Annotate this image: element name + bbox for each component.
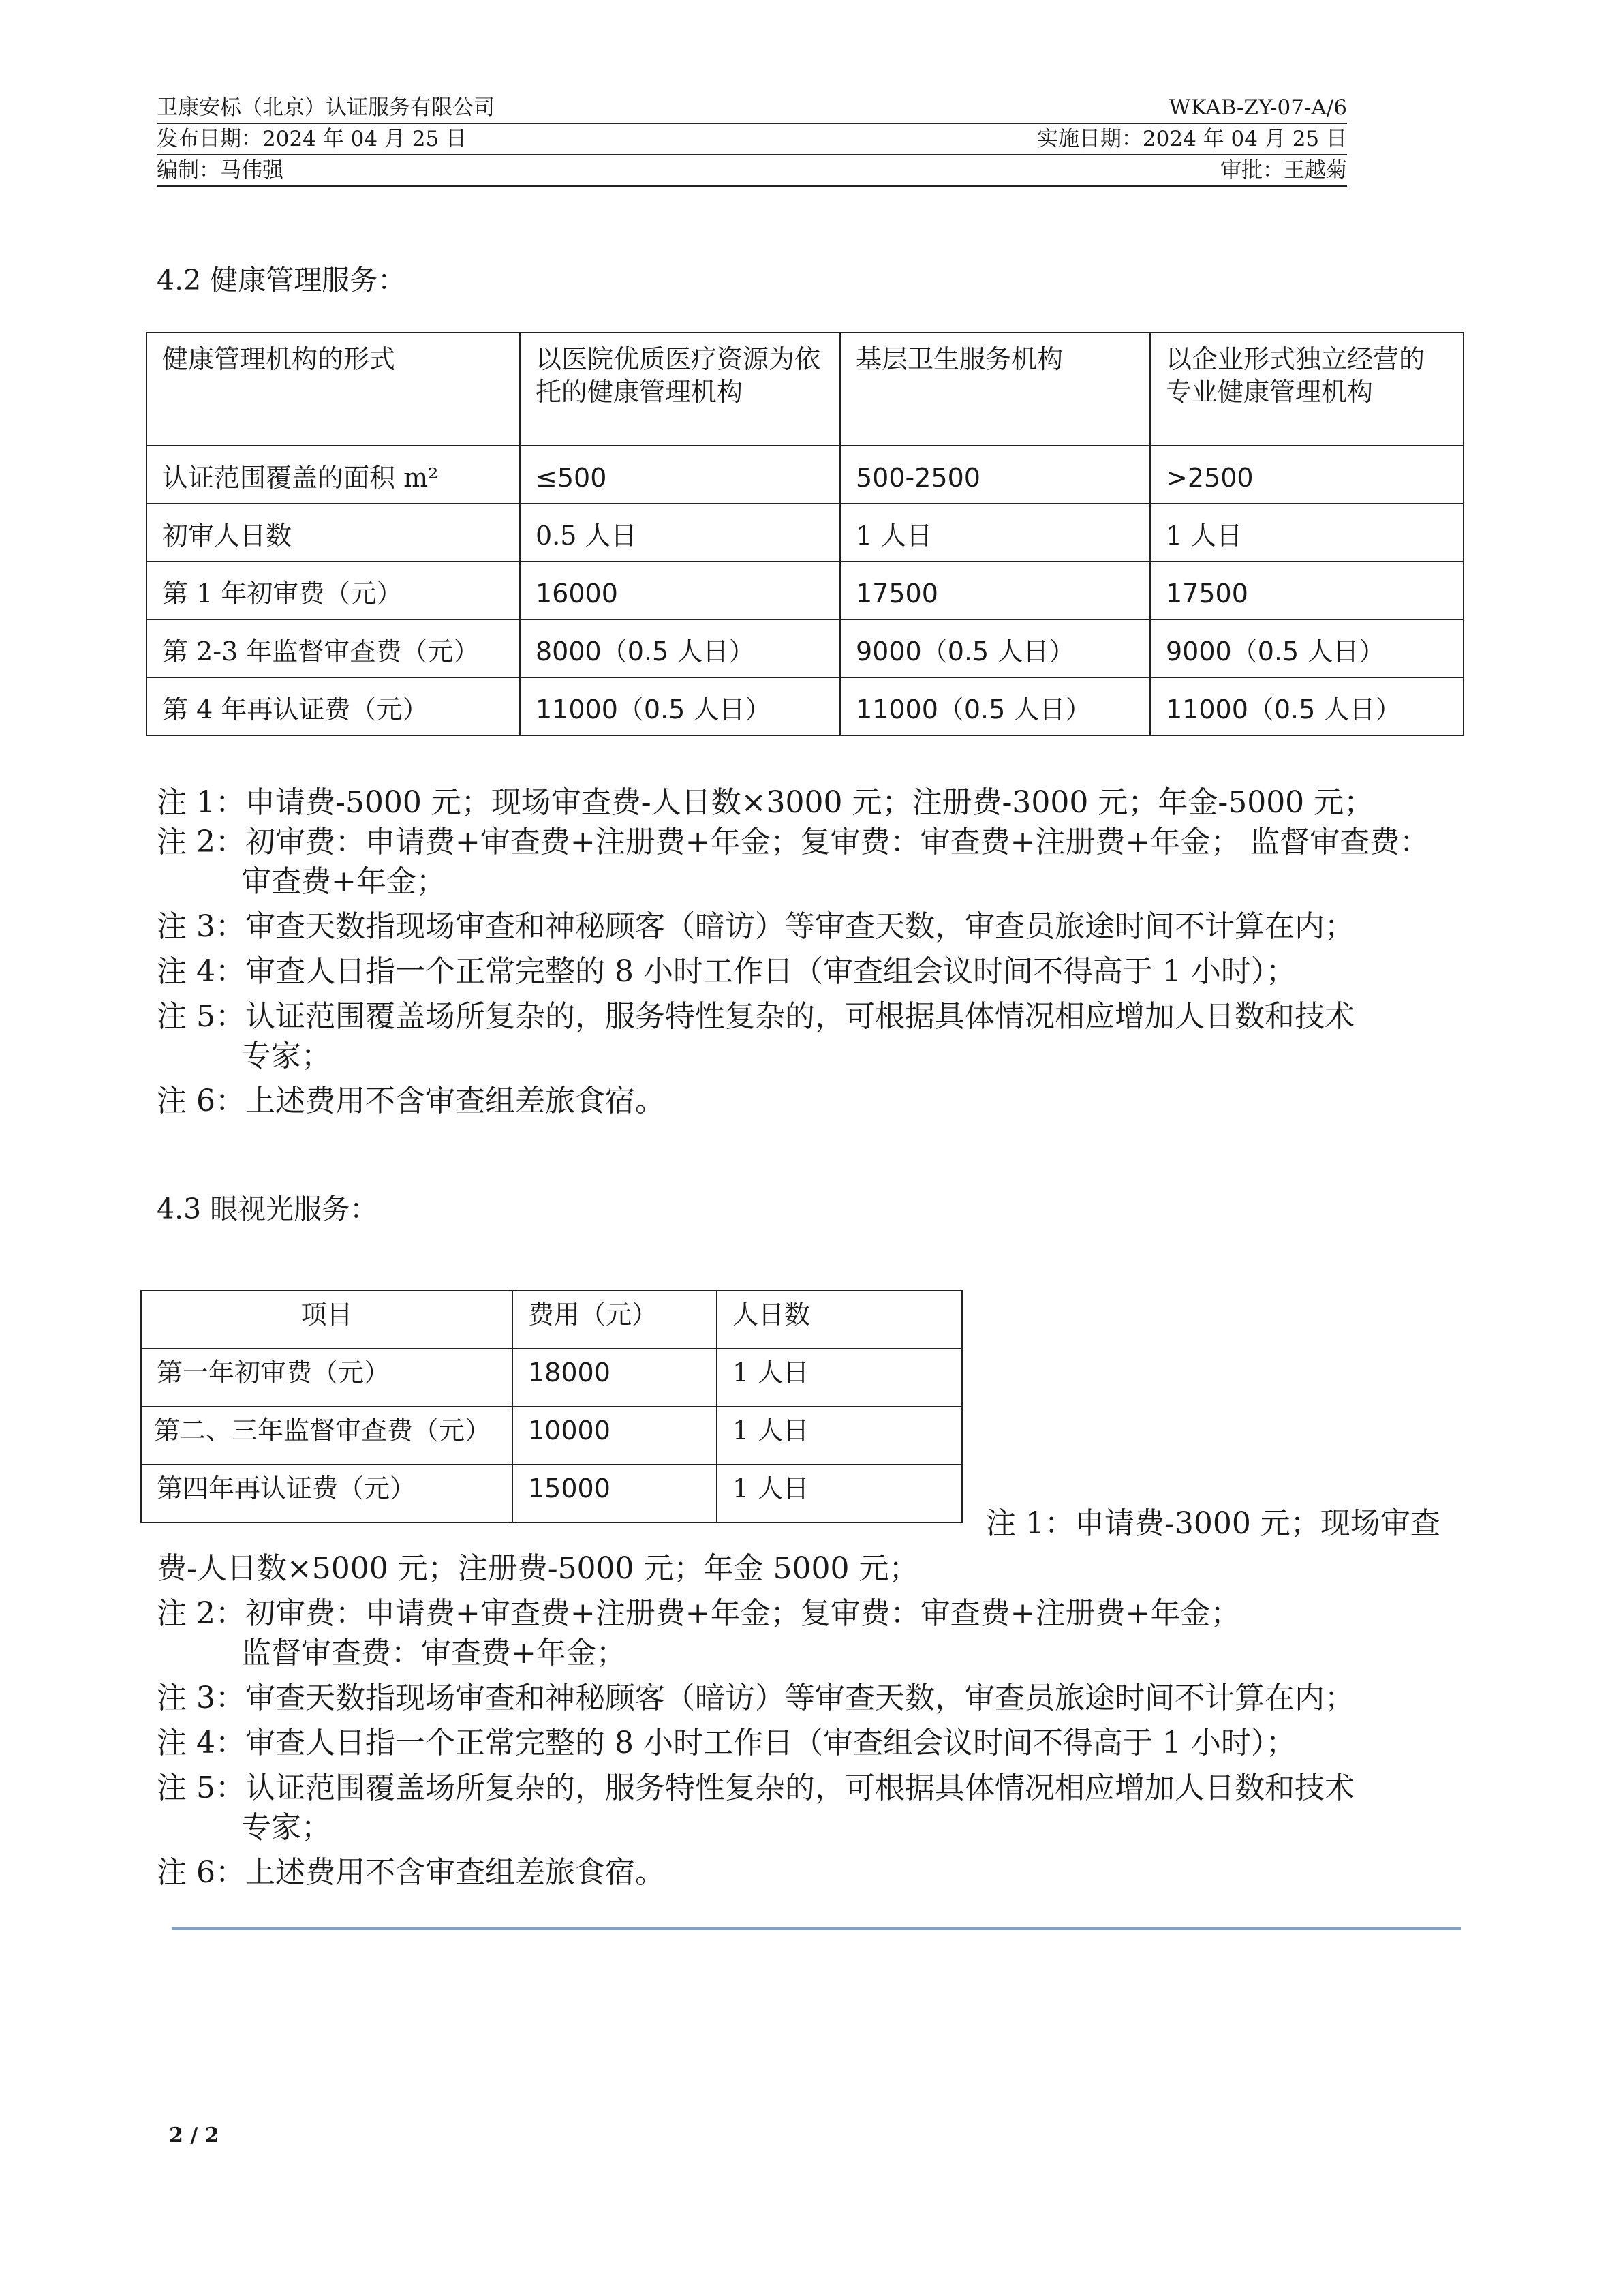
table-cell: 8000（0.5 人日） [520, 619, 840, 677]
fee-table-optometry [140, 1290, 963, 1523]
fee-table-health-management [146, 332, 1464, 736]
table-cell: 第 4 年再认证费（元） [146, 677, 520, 735]
note: 注 1：申请费-5000 元；现场审查费-人日数×3000 元；注册费-3000 元；年金-5000 元； [157, 785, 1374, 820]
table-cell: 10000 [512, 1407, 717, 1465]
table-header-cell: 以医院优质医疗资源为依托的健康管理机构 [520, 333, 840, 446]
table-cell: 第二、三年监督审查费（元） [141, 1407, 512, 1465]
header-divider [157, 154, 1347, 155]
header-divider [157, 185, 1347, 187]
note: 注 2：初审费：申请费+审查费+注册费+年金；复审费：审查费+注册费+年金； 监督审查费： [157, 825, 1430, 859]
effective-date: 实施日期：2024 年 04 月 25 日 [1036, 127, 1347, 151]
table-row [141, 1407, 962, 1465]
table-cell: ≤500 [520, 446, 840, 504]
table-cell: 17500 [840, 562, 1150, 619]
table-cell: >2500 [1150, 446, 1464, 504]
table-cell: 18000 [512, 1349, 717, 1407]
table-cell: 第四年再认证费（元） [141, 1465, 512, 1522]
note: 审查费+年金； [241, 864, 446, 899]
note: 注 3：审查天数指现场审查和神秘顾客（暗访）等审查天数，审查员旅途时间不计算在内； [157, 1681, 1355, 1715]
section-divider [172, 1927, 1461, 1930]
table-row [146, 562, 1464, 619]
note: 监督审查费：审查费+年金； [241, 1636, 626, 1670]
table-row [146, 619, 1464, 677]
note: 注 2：初审费：申请费+审查费+注册费+年金；复审费：审查费+注册费+年金； [157, 1596, 1241, 1631]
table-cell: 9000（0.5 人日） [1150, 619, 1464, 677]
table-row [146, 504, 1464, 562]
table-row [146, 446, 1464, 504]
table-cell: 1 人日 [1150, 504, 1464, 562]
header-divider [157, 123, 1347, 124]
note: 专家； [241, 1810, 331, 1845]
table-header-cell: 基层卫生服务机构 [840, 333, 1150, 446]
document-code: WKAB-ZY-07-A/6 [1169, 95, 1347, 120]
table-header-cell: 健康管理机构的形式 [146, 333, 520, 446]
table-header-cell: 以企业形式独立经营的专业健康管理机构 [1150, 333, 1464, 446]
table-cell: 11000（0.5 人日） [520, 677, 840, 735]
note: 专家； [241, 1039, 331, 1073]
table-cell: 第 2-3 年监督审查费（元） [146, 619, 520, 677]
table-cell: 第一年初审费（元） [141, 1349, 512, 1407]
table-cell: 认证范围覆盖的面积 m² [146, 446, 520, 504]
note: 注 1：申请费-3000 元；现场审查 [986, 1506, 1440, 1541]
table-cell: 初审人日数 [146, 504, 520, 562]
table-cell: 16000 [520, 562, 840, 619]
table-cell: 11000（0.5 人日） [840, 677, 1150, 735]
section-title: 4.2 健康管理服务： [157, 264, 406, 296]
approver: 审批：王越菊 [1220, 158, 1347, 183]
note: 费-人日数×5000 元；注册费-5000 元；年金 5000 元； [157, 1551, 919, 1586]
table-cell: 9000（0.5 人日） [840, 619, 1150, 677]
table-header-cell: 人日数 [717, 1291, 962, 1349]
table-cell: 第 1 年初审费（元） [146, 562, 520, 619]
table-row [146, 677, 1464, 735]
table-header-cell: 费用（元） [512, 1291, 717, 1349]
table-row [141, 1349, 962, 1407]
note: 注 6：上述费用不含审查组差旅食宿。 [157, 1084, 665, 1118]
table-row [141, 1465, 962, 1522]
table-cell: 15000 [512, 1465, 717, 1522]
table-header-row [146, 333, 1464, 446]
note: 注 4：审查人日指一个正常完整的 8 小时工作日（审查组会议时间不得高于 1 小时）； [157, 954, 1296, 989]
note: 注 6：上述费用不含审查组差旅食宿。 [157, 1855, 665, 1890]
table-cell: 500-2500 [840, 446, 1150, 504]
note: 注 3：审查天数指现场审查和神秘顾客（暗访）等审查天数，审查员旅途时间不计算在内； [157, 909, 1355, 944]
table-cell: 17500 [1150, 562, 1464, 619]
page-number: 2 / 2 [169, 2124, 219, 2147]
table-cell: 1 人日 [717, 1407, 962, 1465]
note: 注 5：认证范围覆盖场所复杂的，服务特性复杂的，可根据具体情况相应增加人日数和技术 [157, 1771, 1355, 1805]
compiler: 编制：马伟强 [157, 158, 283, 183]
section-title: 4.3 眼视光服务： [157, 1193, 378, 1225]
table-cell: 1 人日 [717, 1465, 962, 1522]
company-name: 卫康安标（北京）认证服务有限公司 [157, 95, 495, 120]
table-cell: 1 人日 [717, 1349, 962, 1407]
table-cell: 1 人日 [840, 504, 1150, 562]
publish-date: 发布日期：2024 年 04 月 25 日 [157, 127, 467, 151]
table-header-row [141, 1291, 962, 1349]
table-cell: 11000（0.5 人日） [1150, 677, 1464, 735]
table-cell: 0.5 人日 [520, 504, 840, 562]
note: 注 4：审查人日指一个正常完整的 8 小时工作日（审查组会议时间不得高于 1 小时）； [157, 1726, 1296, 1760]
note: 注 5：认证范围覆盖场所复杂的，服务特性复杂的，可根据具体情况相应增加人日数和技术 [157, 999, 1355, 1034]
table-header-cell: 项目 [141, 1291, 512, 1349]
